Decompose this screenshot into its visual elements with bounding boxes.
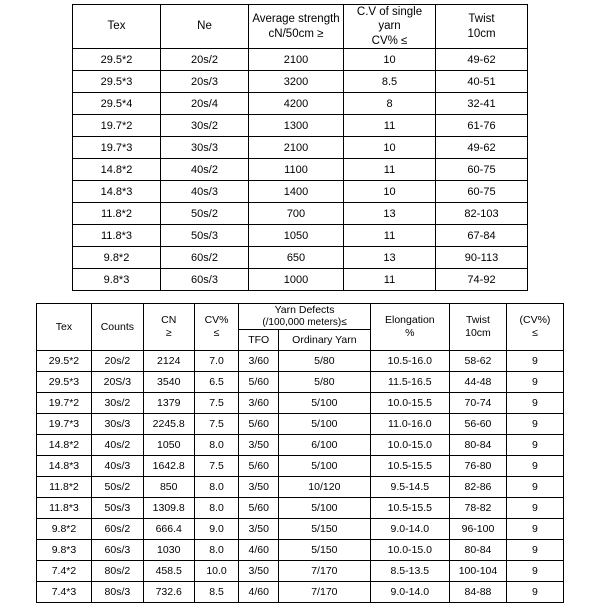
table-1-header-ne-label: Ne (197, 20, 212, 33)
cell-cv-percent: 9 (506, 477, 563, 498)
cell-cn: 3540 (143, 372, 194, 393)
cell-tex: 29.5*4 (73, 93, 161, 115)
cell-defects-tfo: 3/60 (239, 351, 279, 372)
table-1-col-header-twist (436, 5, 528, 49)
cell-elongation: 9.0-14.0 (370, 519, 449, 540)
cell-strength: 1050 (249, 225, 344, 247)
cell-elongation: 9.5-14.5 (370, 477, 449, 498)
cell-twist: 82-86 (449, 477, 506, 498)
cell-tex: 7.4*3 (37, 582, 92, 603)
cell-defects-ordinary: 5/100 (279, 393, 371, 414)
table-2-col-header-defects-ordinary-yarn (279, 330, 371, 351)
table-1-header-row (73, 5, 528, 49)
cell-defects-ordinary: 7/170 (279, 561, 371, 582)
table-2-body (37, 351, 564, 603)
cell-ne: 20s/4 (161, 93, 249, 115)
cell-cv: 10 (344, 137, 436, 159)
cell-cv: 6.5 (194, 372, 239, 393)
cell-cv-percent: 9 (506, 435, 563, 456)
cell-cn: 2245.8 (143, 414, 194, 435)
cell-twist: 82-103 (436, 203, 528, 225)
table-row (73, 71, 528, 93)
table-row (37, 582, 564, 603)
cell-defects-ordinary: 5/100 (279, 456, 371, 477)
table-2-header-cn-symbol: ≥ (165, 327, 172, 340)
cell-tex: 19.7*2 (73, 115, 161, 137)
table-2-col-header-cn (143, 304, 194, 351)
cell-cv: 7.5 (194, 393, 239, 414)
table-1-body (73, 49, 528, 291)
cell-twist: 100-104 (449, 561, 506, 582)
cell-counts: 80s/2 (91, 561, 143, 582)
cell-cv: 10 (344, 181, 436, 203)
cell-ne: 60s/2 (161, 247, 249, 269)
cell-cv: 7.5 (194, 414, 239, 435)
cell-twist: 49-62 (436, 137, 528, 159)
table-1-header-cv-label: C.V of single yarn (356, 6, 423, 33)
cell-twist: 78-82 (449, 498, 506, 519)
cell-cv: 8.0 (194, 498, 239, 519)
cell-twist: 60-75 (436, 159, 528, 181)
table-row (37, 477, 564, 498)
cell-twist: 76-80 (449, 456, 506, 477)
table-2-header-cvpct-label: (CV%) (519, 314, 551, 327)
yarn-specification-table-2 (36, 303, 564, 603)
cell-twist: 96-100 (449, 519, 506, 540)
table-row (73, 203, 528, 225)
cell-cv: 10 (344, 49, 436, 71)
table-1-container (72, 4, 527, 291)
table-2-header-defects-label: Yarn Defects (274, 304, 335, 316)
cell-twist: 60-75 (436, 181, 528, 203)
table-1-head (73, 5, 528, 49)
cell-strength: 700 (249, 203, 344, 225)
table-row (73, 159, 528, 181)
cell-twist: 49-62 (436, 49, 528, 71)
table-2-header-twist-unit: 10cm (465, 327, 491, 340)
cell-ne: 50s/3 (161, 225, 249, 247)
cell-twist: 58-62 (449, 351, 506, 372)
cell-strength: 2100 (249, 137, 344, 159)
table-row (37, 372, 564, 393)
table-2-col-header-cv (194, 304, 239, 351)
cell-tex: 9.8*3 (37, 540, 92, 561)
cell-defects-tfo: 5/60 (239, 456, 279, 477)
table-2-header-cn-label: CN (161, 314, 177, 327)
cell-ne: 30s/2 (161, 115, 249, 137)
cell-defects-tfo: 3/50 (239, 519, 279, 540)
table-2-header-counts-label: Counts (100, 320, 134, 333)
cell-ne: 40s/3 (161, 181, 249, 203)
cell-defects-ordinary: 10/120 (279, 477, 371, 498)
cell-tex: 9.8*3 (73, 269, 161, 291)
table-2-header-elongation-label: Elongation (385, 314, 435, 327)
cell-tex: 29.5*3 (73, 71, 161, 93)
cell-strength: 1000 (249, 269, 344, 291)
cell-cv-percent: 9 (506, 372, 563, 393)
cell-ne: 50s/2 (161, 203, 249, 225)
table-row (37, 393, 564, 414)
table-2-header-twist-label: Twist (466, 314, 490, 327)
cell-cv: 8 (344, 93, 436, 115)
table-1-header-strength-label: Average strength (252, 13, 340, 26)
table-row (37, 519, 564, 540)
table-row (37, 351, 564, 372)
table-2-col-header-counts (91, 304, 143, 351)
cell-cn: 1030 (143, 540, 194, 561)
cell-cv: 10.0 (194, 561, 239, 582)
cell-counts: 50s/3 (91, 498, 143, 519)
cell-tex: 19.7*2 (37, 393, 92, 414)
cell-strength: 1400 (249, 181, 344, 203)
cell-tex: 11.8*3 (73, 225, 161, 247)
table-2-header-row-top (37, 304, 564, 330)
cell-defects-tfo: 3/60 (239, 393, 279, 414)
cell-defects-tfo: 5/60 (239, 372, 279, 393)
cell-counts: 80s/3 (91, 582, 143, 603)
cell-elongation: 11.0-16.0 (370, 414, 449, 435)
cell-cv-percent: 9 (506, 540, 563, 561)
table-row (73, 115, 528, 137)
cell-elongation: 10.0-15.0 (370, 540, 449, 561)
cell-cv: 7.5 (194, 456, 239, 477)
cell-defects-tfo: 5/60 (239, 414, 279, 435)
cell-defects-tfo: 4/60 (239, 540, 279, 561)
cell-twist: 80-84 (449, 435, 506, 456)
cell-ne: 20s/2 (161, 49, 249, 71)
cell-tex: 29.5*3 (37, 372, 92, 393)
cell-tex: 29.5*2 (73, 49, 161, 71)
cell-tex: 19.7*3 (73, 137, 161, 159)
cell-cn: 1050 (143, 435, 194, 456)
cell-cn: 1379 (143, 393, 194, 414)
cell-cv: 8.5 (194, 582, 239, 603)
table-row (73, 49, 528, 71)
cell-cn: 2124 (143, 351, 194, 372)
cell-counts: 60s/3 (91, 540, 143, 561)
cell-ne: 60s/3 (161, 269, 249, 291)
cell-strength: 1100 (249, 159, 344, 181)
cell-strength: 4200 (249, 93, 344, 115)
cell-cv: 9.0 (194, 519, 239, 540)
cell-cv: 11 (344, 225, 436, 247)
cell-strength: 1300 (249, 115, 344, 137)
cell-cn: 1309.8 (143, 498, 194, 519)
table-row (37, 540, 564, 561)
cell-cn: 850 (143, 477, 194, 498)
cell-defects-tfo: 3/50 (239, 477, 279, 498)
cell-twist: 61-76 (436, 115, 528, 137)
table-row (73, 181, 528, 203)
cell-elongation: 10.5-15.5 (370, 498, 449, 519)
cell-cn: 458.5 (143, 561, 194, 582)
table-1-header-tex-label: Tex (107, 20, 126, 33)
table-2-header-elongation-unit: % (405, 327, 415, 340)
cell-defects-ordinary: 5/150 (279, 519, 371, 540)
table-2-col-header-defects-tfo (239, 330, 279, 351)
cell-tex: 7.4*2 (37, 561, 92, 582)
table-row (37, 456, 564, 477)
table-row (73, 269, 528, 291)
cell-cv: 8.0 (194, 435, 239, 456)
cell-defects-tfo: 3/50 (239, 435, 279, 456)
cell-elongation: 10.5-16.0 (370, 351, 449, 372)
cell-tex: 9.8*2 (73, 247, 161, 269)
cell-tex: 9.8*2 (37, 519, 92, 540)
cell-elongation: 9.0-14.0 (370, 582, 449, 603)
table-2-head (37, 304, 564, 351)
cell-cv: 8.0 (194, 540, 239, 561)
cell-defects-ordinary: 6/100 (279, 435, 371, 456)
cell-cv: 7.0 (194, 351, 239, 372)
table-2-header-tex-label: Tex (55, 320, 73, 333)
cell-defects-ordinary: 5/150 (279, 540, 371, 561)
cell-cn: 732.6 (143, 582, 194, 603)
table-1-header-twist-label: Twist (468, 13, 495, 26)
table-2-col-header-yarn-defects (239, 304, 370, 330)
table-1-col-header-average-strength (249, 5, 344, 49)
cell-cv: 8.5 (344, 71, 436, 93)
cell-cv: 11 (344, 115, 436, 137)
cell-cv-percent: 9 (506, 561, 563, 582)
table-1-header-strength-unit: cN/50cm ≥ (268, 27, 324, 40)
cell-defects-ordinary: 5/80 (279, 372, 371, 393)
cell-tex: 14.8*3 (73, 181, 161, 203)
cell-elongation: 11.5-16.5 (370, 372, 449, 393)
cell-cv-percent: 9 (506, 351, 563, 372)
cell-tex: 11.8*3 (37, 498, 92, 519)
cell-cv-percent: 9 (506, 498, 563, 519)
cell-cv: 13 (344, 247, 436, 269)
table-2-col-header-cv-percent (506, 304, 563, 351)
cell-defects-ordinary: 5/100 (279, 498, 371, 519)
table-2-header-tfo-label: TFO (248, 333, 270, 346)
table-1-col-header-ne (161, 5, 249, 49)
cell-cn: 1642.8 (143, 456, 194, 477)
table-2-header-ordinary-label: Ordinary Yarn (292, 333, 357, 346)
cell-cv-percent: 9 (506, 582, 563, 603)
cell-defects-ordinary: 5/80 (279, 351, 371, 372)
cell-cn: 666.4 (143, 519, 194, 540)
cell-twist: 90-113 (436, 247, 528, 269)
cell-twist: 70-74 (449, 393, 506, 414)
cell-counts: 20S/3 (91, 372, 143, 393)
cell-defects-tfo: 4/60 (239, 582, 279, 603)
cell-counts: 50s/2 (91, 477, 143, 498)
cell-elongation: 8.5-13.5 (370, 561, 449, 582)
table-2-col-header-twist (449, 304, 506, 351)
cell-defects-tfo: 3/50 (239, 561, 279, 582)
table-row (37, 435, 564, 456)
cell-tex: 11.8*2 (37, 477, 92, 498)
table-2-container (36, 303, 564, 603)
cell-twist: 80-84 (449, 540, 506, 561)
cell-cv-percent: 9 (506, 414, 563, 435)
table-row (73, 225, 528, 247)
cell-twist: 44-48 (449, 372, 506, 393)
cell-ne: 30s/3 (161, 137, 249, 159)
cell-cv: 13 (344, 203, 436, 225)
cell-tex: 19.7*3 (37, 414, 92, 435)
cell-twist: 40-51 (436, 71, 528, 93)
cell-counts: 40s/3 (91, 456, 143, 477)
cell-strength: 650 (249, 247, 344, 269)
cell-elongation: 10.0-15.5 (370, 393, 449, 414)
cell-cv: 11 (344, 159, 436, 181)
cell-twist: 74-92 (436, 269, 528, 291)
table-2-header-cvpct-symbol: ≤ (532, 327, 538, 340)
cell-counts: 30s/2 (91, 393, 143, 414)
table-2-header-defects-unit: (/100,000 meters)≤ (262, 317, 347, 329)
cell-ne: 20s/3 (161, 71, 249, 93)
cell-counts: 20s/2 (91, 351, 143, 372)
table-2-col-header-elongation (370, 304, 449, 351)
cell-defects-tfo: 5/60 (239, 498, 279, 519)
cell-tex: 14.8*3 (37, 456, 92, 477)
cell-elongation: 10.0-15.0 (370, 435, 449, 456)
cell-elongation: 10.5-15.5 (370, 456, 449, 477)
cell-cv: 11 (344, 269, 436, 291)
cell-twist: 56-60 (449, 414, 506, 435)
cell-tex: 14.8*2 (37, 435, 92, 456)
cell-ne: 40s/2 (161, 159, 249, 181)
table-row (37, 498, 564, 519)
cell-counts: 60s/2 (91, 519, 143, 540)
table-row (73, 247, 528, 269)
cell-cv-percent: 9 (506, 456, 563, 477)
table-row (73, 93, 528, 115)
cell-defects-ordinary: 7/170 (279, 582, 371, 603)
cell-cv: 8.0 (194, 477, 239, 498)
cell-twist: 84-88 (449, 582, 506, 603)
table-1-header-twist-unit: 10cm (467, 27, 496, 40)
cell-tex: 29.5*2 (37, 351, 92, 372)
table-2-header-cv-label: CV% (204, 314, 229, 327)
table-row (73, 137, 528, 159)
cell-counts: 40s/2 (91, 435, 143, 456)
yarn-specification-table-1 (72, 4, 528, 291)
table-2-header-cv-symbol: ≤ (213, 327, 220, 340)
cell-strength: 2100 (249, 49, 344, 71)
cell-cv-percent: 9 (506, 393, 563, 414)
cell-cv-percent: 9 (506, 519, 563, 540)
cell-strength: 3200 (249, 71, 344, 93)
cell-defects-ordinary: 5/100 (279, 414, 371, 435)
table-row (37, 414, 564, 435)
cell-twist: 67-84 (436, 225, 528, 247)
cell-tex: 11.8*2 (73, 203, 161, 225)
table-2-col-header-tex (37, 304, 92, 351)
table-1-col-header-cv-single-yarn (344, 5, 436, 49)
cell-counts: 30s/3 (91, 414, 143, 435)
table-1-header-cv-unit: CV% ≤ (371, 34, 408, 47)
cell-twist: 32-41 (436, 93, 528, 115)
cell-tex: 14.8*2 (73, 159, 161, 181)
table-1-col-header-tex (73, 5, 161, 49)
table-row (37, 561, 564, 582)
